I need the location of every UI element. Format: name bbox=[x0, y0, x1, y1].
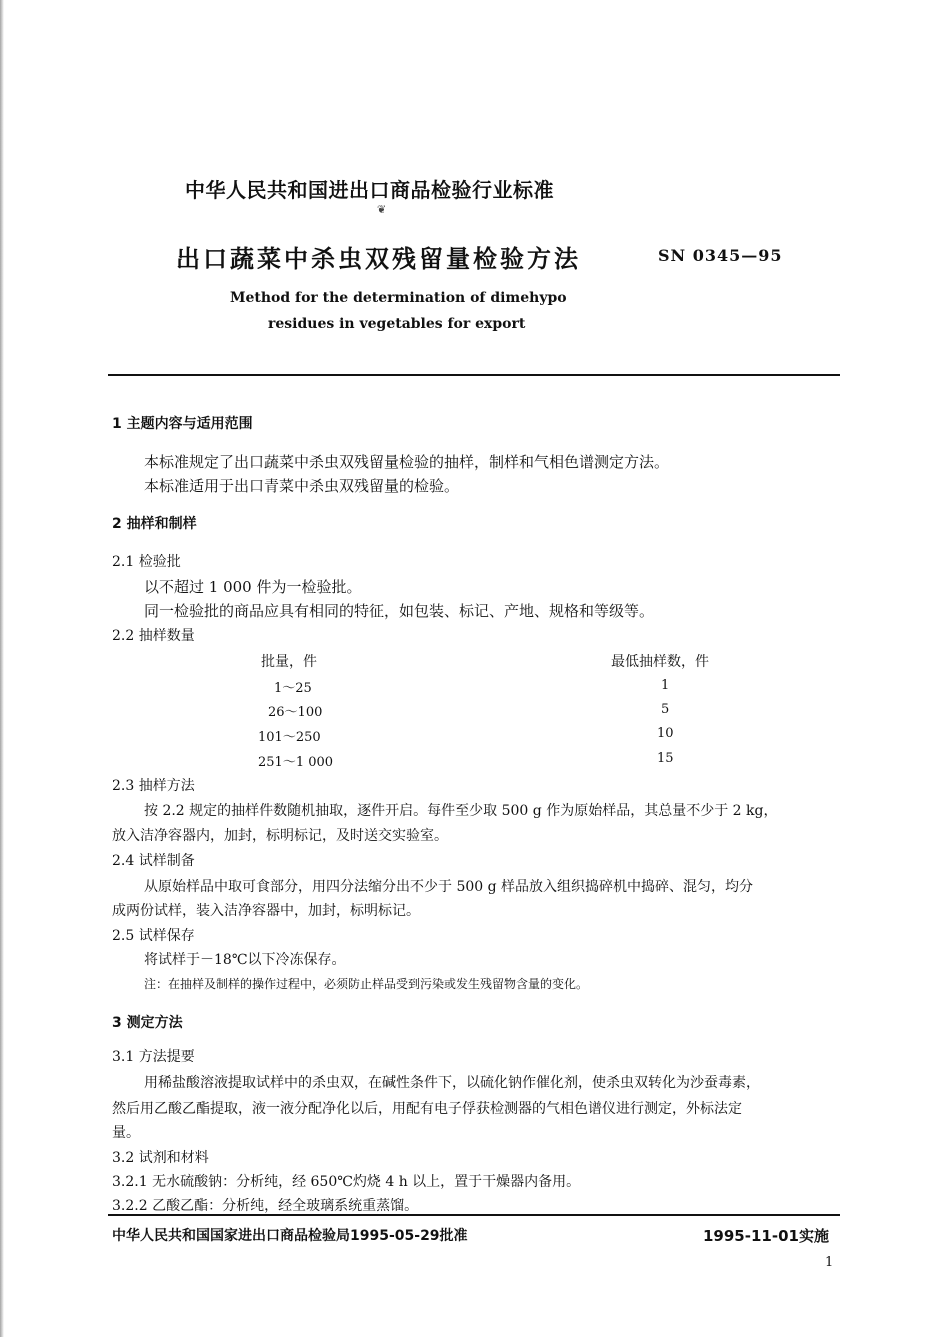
subsection-2-4-paragraph: 从原始样品中取可食部分，用四分法缩分出不少于 500 g 样品放入组织捣碎机中捣碎、混匀，均分 bbox=[144, 879, 754, 895]
subsection-2-1-paragraph: 以不超过 1 000 件为一检验批。 bbox=[144, 578, 362, 596]
issuing-authority: 中华人民共和国进出口商品检验行业标准 bbox=[185, 178, 554, 202]
subsection-3-2-1: 3.2.1 无水硫酸钠：分析纯，经 650℃灼烧 4 h 以上，置于干燥器内备用。 bbox=[112, 1174, 581, 1190]
table-cell-lot-size: 1～25 bbox=[274, 681, 312, 696]
table-cell-lot-size: 101～250 bbox=[258, 730, 321, 745]
subsection-2-1-paragraph: 同一检验批的商品应具有相同的特征，如包装、标记、产地、规格和等级等。 bbox=[144, 602, 655, 620]
subsection-3-1-paragraph: 然后用乙酸乙酯提取，液一液分配净化以后，用配有电子俘获检测器的气相色谱仪进行测定，外标法定 bbox=[112, 1101, 742, 1117]
scan-edge bbox=[0, 0, 4, 1337]
section-1-paragraph: 本标准适用于出口青菜中杀虫双残留量的检验。 bbox=[144, 477, 460, 495]
section-1-paragraph: 本标准规定了出口蔬菜中杀虫双残留量检验的抽样，制样和气相色谱测定方法。 bbox=[144, 453, 670, 471]
subsection-2-4-heading: 2.4 试样制备 bbox=[112, 853, 195, 869]
subsection-3-1-heading: 3.1 方法提要 bbox=[112, 1049, 195, 1065]
subsection-2-2-heading: 2.2 抽样数量 bbox=[112, 628, 195, 644]
subsection-3-2-heading: 3.2 试剂和材料 bbox=[112, 1150, 209, 1166]
subsection-2-5-heading: 2.5 试样保存 bbox=[112, 928, 195, 944]
subsection-2-4-paragraph: 成两份试样，装入洁净容器中，加封，标明标记。 bbox=[112, 903, 420, 919]
document-title-en-line2: residues in vegetables for export bbox=[268, 316, 526, 332]
approval-statement: 中华人民共和国国家进出口商品检验局1995-05-29批准 bbox=[112, 1228, 468, 1244]
note: 注：在抽样及制样的操作过程中，必须防止样品受到污染或发生残留物含量的变化。 bbox=[144, 977, 589, 991]
subsection-2-3-paragraph: 按 2.2 规定的抽样件数随机抽取，逐件开启。每件至少取 500 g 作为原始样品，其总量不少于 2 kg， bbox=[144, 803, 778, 819]
table-header-min-samples: 最低抽样数，件 bbox=[611, 654, 709, 670]
subsection-2-5-paragraph: 将试样于－18℃以下冷冻保存。 bbox=[144, 952, 346, 968]
table-cell-min-samples: 5 bbox=[661, 702, 670, 717]
section-2-heading: 2 抽样和制样 bbox=[112, 516, 197, 532]
subsection-3-1-paragraph: 量。 bbox=[112, 1125, 140, 1141]
table-cell-min-samples: 1 bbox=[661, 678, 670, 693]
effective-date: 1995-11-01实施 bbox=[703, 1227, 829, 1245]
page-number: 1 bbox=[825, 1255, 834, 1270]
table-cell-lot-size: 26～100 bbox=[268, 705, 323, 720]
footer-rule bbox=[108, 1214, 840, 1216]
table-cell-min-samples: 10 bbox=[657, 726, 674, 741]
subsection-3-1-paragraph: 用稀盐酸溶液提取试样中的杀虫双，在碱性条件下，以硫化钠作催化剂，使杀虫双转化为沙蚕毒素， bbox=[144, 1075, 760, 1091]
table-header-lot-size: 批量，件 bbox=[261, 654, 317, 670]
standard-number: SN 0345—95 bbox=[658, 246, 783, 265]
emblem-mark-icon: ❦ bbox=[377, 203, 387, 216]
table-cell-lot-size: 251～1 000 bbox=[258, 755, 334, 770]
table-cell-min-samples: 15 bbox=[657, 751, 674, 766]
subsection-2-3-paragraph: 放入洁净容器内，加封，标明标记，及时送交实验室。 bbox=[112, 828, 448, 844]
subsection-3-2-2: 3.2.2 乙酸乙酯：分析纯，经全玻璃系统重蒸馏。 bbox=[112, 1198, 419, 1214]
header-rule bbox=[108, 374, 840, 376]
subsection-2-3-heading: 2.3 抽样方法 bbox=[112, 778, 195, 794]
section-3-heading: 3 测定方法 bbox=[112, 1015, 183, 1031]
document-title-en-line1: Method for the determination of dimehypo bbox=[230, 290, 567, 306]
document-title-cn: 出口蔬菜中杀虫双残留量检验方法 bbox=[176, 245, 581, 273]
section-1-heading: 1 主题内容与适用范围 bbox=[112, 416, 253, 432]
subsection-2-1-heading: 2.1 检验批 bbox=[112, 554, 181, 570]
